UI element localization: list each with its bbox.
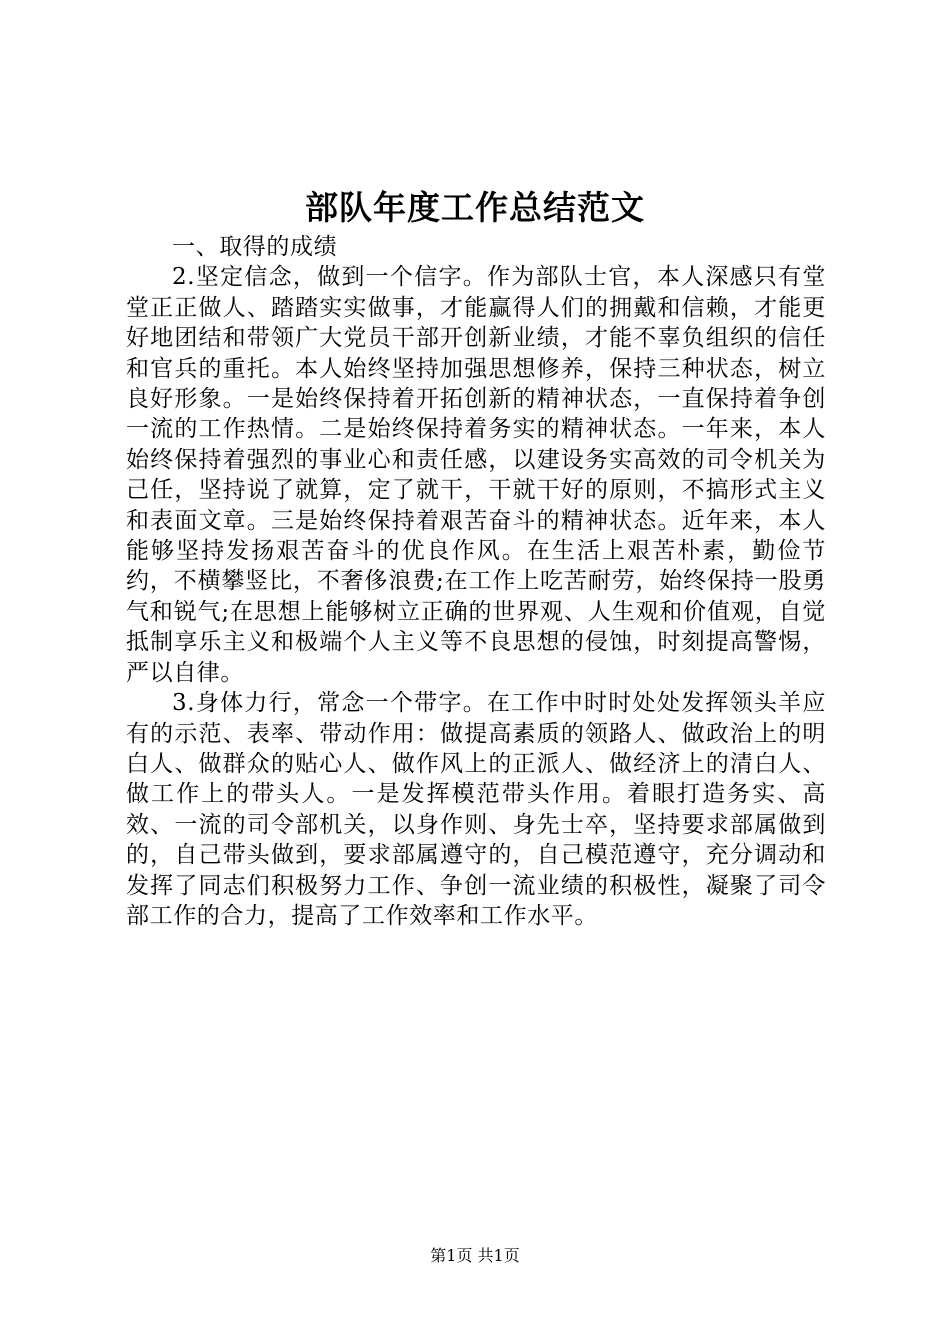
paragraph-3: 3.身体力行，常念一个带字。在工作中时时处处发挥领头羊应有的示范、表率、带动作用：做提高素质的领路人、做政治上的明白人、做群众的贴心人、做作风上的正派人、做经济上的清白人、做工作上的带头人。一是发挥模范带头作用。着眼打造务实、高效、一流的司令部机关，以身作则、身先士卒，坚持要求部属做到的，自己带头做到，要求部属遵守的，自己模范遵守，充分调动和发挥了同志们积极努力工作、争创一流业绩的积极性，凝聚了司令部工作的合力，提高了工作效率和工作水平。 bbox=[126, 690, 826, 929]
document-title: 部队年度工作总结范文 bbox=[305, 188, 645, 227]
document-body bbox=[126, 232, 826, 931]
page-footer: 第1页 共1页 bbox=[430, 1246, 520, 1265]
section-heading: 一、取得的成绩 bbox=[172, 234, 338, 260]
paragraph-2: 2.坚定信念，做到一个信字。作为部队士官，本人深感只有堂堂正正做人、踏踏实实做事，才能赢得人们的拥戴和信赖，才能更好地团结和带领广大党员干部开创新业绩，才能不辜负组织的信任和官兵的重托。本人始终坚持加强思想修养，保持三种状态，树立良好形象。一是始终保持着开拓创新的精神状态，一直保持着争创一流的工作热情。二是始终保持着务实的精神状态。一年来，本人始终保持着强烈的事业心和责任感，以建设务实高效的司令机关为己任，坚持说了就算，定了就干，干就干好的原则，不搞形式主义和表面文章。三是始终保持着艰苦奋斗的精神状态。近年来，本人能够坚持发扬艰苦奋斗的优良作风。在生活上艰苦朴素，勤俭节约，不横攀竖比，不奢侈浪费;在工作上吃苦耐劳，始终保持一股勇气和锐气;在思想上能够树立正确的世界观、人生观和价值观，自觉抵制享乐主义和极端个人主义等不良思想的侵蚀，时刻提高警惕，严以自律。 bbox=[126, 264, 826, 686]
